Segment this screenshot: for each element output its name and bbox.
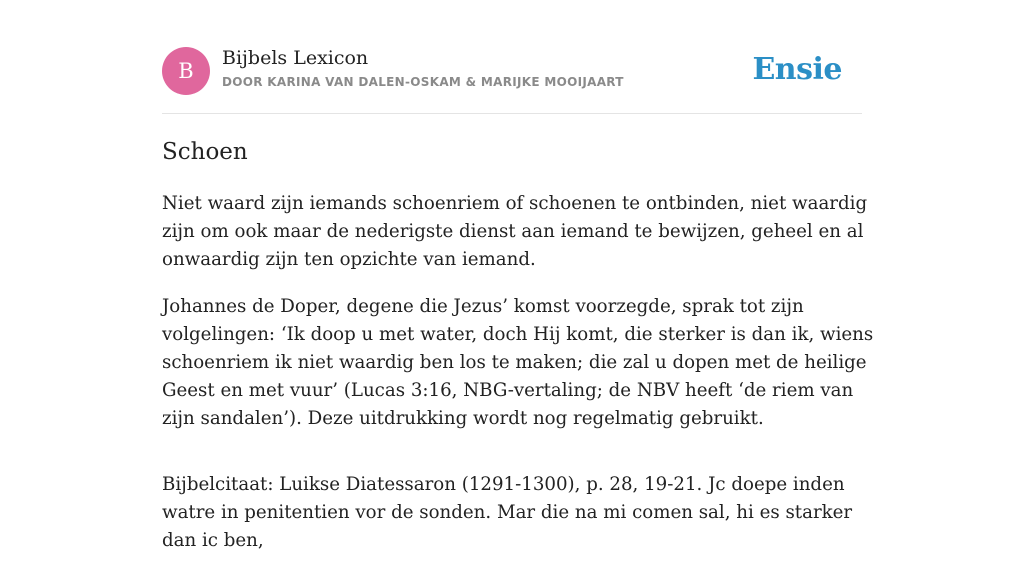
book-title[interactable]: Bijbels Lexicon <box>222 47 369 69</box>
ensie-logo[interactable]: Ensie <box>752 52 842 87</box>
book-authors: DOOR KARINA VAN DALEN-OSKAM & MARIJKE MOOIJAART <box>222 75 624 89</box>
explanation-paragraph: Johannes de Doper, degene die Jezus’ komst voorzegde, sprak tot zijn volgelingen: ‘Ik doop u met water, doch Hij komt, die sterker is dan ik, wiens schoenriem ik niet waardig ben los te maken; die zal u dopen met de heilige Geest en met vuur’ (Lucas 3:16, NBG-vertaling; de NBV heeft ‘de riem van zijn sandalen’). Deze uitdrukking wordt nog regelmatig gebruikt. <box>162 296 874 429</box>
book-header <box>162 46 862 96</box>
header-divider <box>162 113 862 114</box>
book-avatar[interactable]: B <box>162 47 210 95</box>
definition-paragraph: Niet waard zijn iemands schoenriem of schoenen te ontbinden, niet waardig zijn om ook maar de nederigste dienst aan iemand te bewijzen, geheel en al onwaardig zijn ten opzichte van iemand. <box>162 193 868 270</box>
entry-content <box>162 190 874 574</box>
entry-title: Schoen <box>162 139 248 165</box>
bible-quote-paragraph: Bijbelcitaat: Luikse Diatessaron (1291-1300), p. 28, 19-21. Jc doepe inden watre in penitentien vor de sonden. Mar die na mi comen sal, hi es starker dan ic ben, <box>162 474 853 551</box>
